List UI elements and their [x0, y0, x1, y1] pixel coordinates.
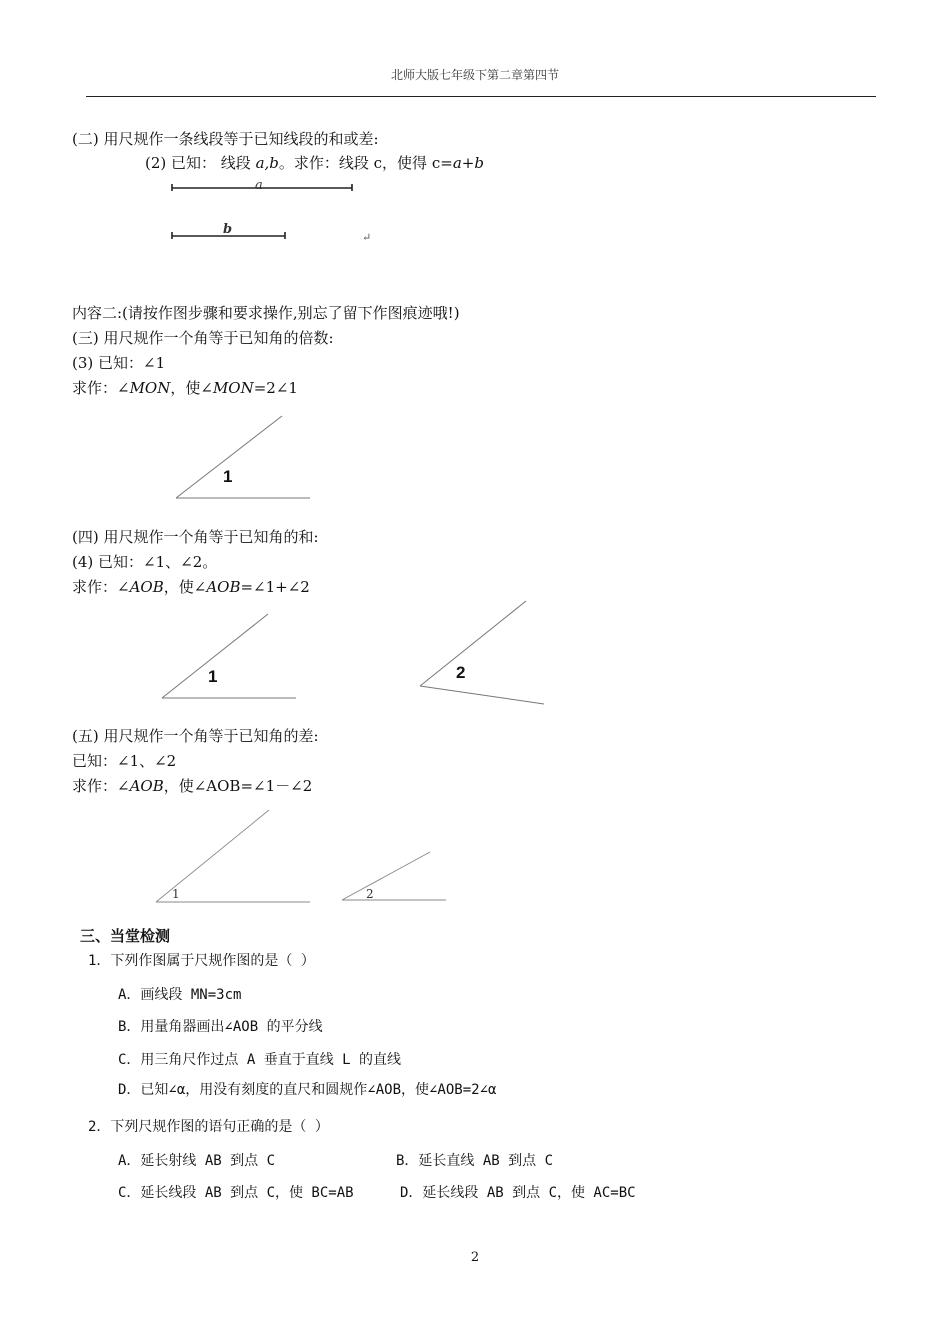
part4-given: (4) 已知：∠1、∠2。 — [72, 553, 218, 571]
part2-given-prefix: (2) 已知： 线段 — [145, 154, 256, 172]
part2-heading: (二) 用尺规作一条线段等于已知线段的和或差: — [72, 130, 379, 148]
part3-req-prefix: 求作：∠ — [72, 379, 130, 397]
return-mark: ↵ — [362, 231, 372, 244]
part4-req-aob: AOB — [129, 578, 164, 596]
q2-option-c: C．延长线段 AB 到点 C，使 BC=AB — [118, 1185, 354, 1201]
part4-angle1-label: 1 — [208, 667, 218, 686]
angle-1-part4 — [162, 614, 296, 698]
part3-given: (3) 已知：∠1 — [72, 354, 166, 372]
part2-formula: a+b — [452, 154, 484, 172]
part3-req-mon: MON — [129, 379, 171, 397]
part5-heading: (五) 用尺规作一个角等于已知角的差: — [72, 727, 319, 745]
part3-req-mon2: MON — [212, 379, 254, 397]
part3-heading: (三) 用尺规作一个角等于已知角的倍数: — [72, 329, 334, 347]
part4-heading: (四) 用尺规作一个角等于已知角的和: — [72, 528, 319, 546]
part4-req-prefix: 求作：∠ — [72, 578, 130, 596]
quiz-heading: 三、当堂检测 — [80, 927, 171, 945]
part4-req-aob2: AOB — [206, 578, 241, 596]
part2-given-vars: a,b — [255, 154, 279, 172]
part5-angle2-label: 2 — [366, 887, 374, 901]
q1-option-c: C．用三角尺作过点 A 垂直于直线 L 的直线 — [118, 1052, 401, 1068]
part5-requirement — [72, 775, 312, 796]
part3-requirement — [72, 377, 298, 398]
content2-intro: 内容二:(请按作图步骤和要求操作,别忘了留下作图痕迹哦!) — [72, 304, 460, 322]
part4-requirement — [72, 576, 310, 597]
q1-stem: 1．下列作图属于尺规作图的是（ ） — [88, 953, 315, 969]
segment-b-label: b — [223, 222, 233, 237]
part3-req-suffix: =2∠1 — [253, 379, 298, 397]
q1-option-d: D．已知∠α，用没有刻度的直尺和圆规作∠AOB，使∠AOB=2∠α — [118, 1082, 497, 1098]
q1-option-a: A．画线段 MN=3cm — [118, 987, 242, 1003]
angle-2-part5 — [342, 852, 446, 900]
part5-angle1-label: 1 — [172, 887, 180, 901]
part5-req-suffix: ，使∠AOB=∠1－∠2 — [163, 777, 313, 795]
part5-req-prefix: 求作：∠ — [72, 777, 130, 795]
page-header: 北师大版七年级下第二章第四节 — [390, 68, 559, 82]
angle-2-part4 — [420, 601, 544, 704]
part4-req-suffix: =∠1+∠2 — [240, 578, 310, 596]
part3-angle-label: 1 — [223, 467, 233, 486]
q1-option-b: B．用量角器画出∠AOB 的平分线 — [118, 1019, 323, 1035]
segment-a-label: a — [255, 178, 263, 193]
q2-option-a: A．延长射线 AB 到点 C — [118, 1153, 276, 1169]
q2-option-b: B．延长直线 AB 到点 C — [396, 1153, 554, 1169]
part2-given-suffix: 。求作：线段 c，使得 c= — [278, 154, 453, 172]
part5-req-aob: AOB — [129, 777, 164, 795]
part4-angle2-label: 2 — [456, 663, 466, 682]
q2-stem: 2．下列尺规作图的语句正确的是（ ） — [88, 1119, 329, 1135]
q2-option-d: D．延长线段 AB 到点 C，使 AC=BC — [400, 1185, 636, 1201]
angle-1-part3 — [176, 416, 310, 498]
page-number: 2 — [470, 1250, 480, 1265]
part4-req-mid: ，使∠ — [163, 578, 207, 596]
part3-req-mid: ，使∠ — [170, 379, 213, 397]
part5-given: 已知：∠1、∠2 — [72, 752, 177, 770]
